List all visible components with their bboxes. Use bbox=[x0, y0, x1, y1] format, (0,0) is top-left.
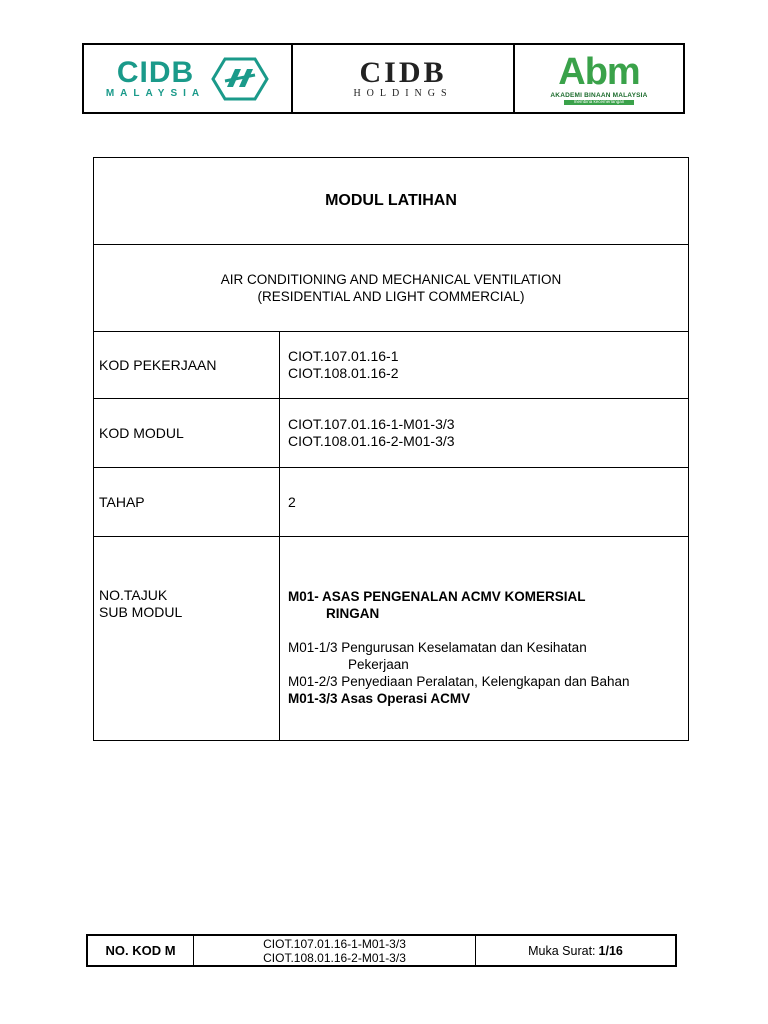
cidb-holdings-wordmark: CIDB bbox=[359, 56, 447, 89]
subtitle-line-2: (RESIDENTIAL AND LIGHT COMMERCIAL) bbox=[257, 289, 525, 304]
tajuk-row bbox=[94, 536, 688, 740]
tajuk-value bbox=[280, 537, 688, 740]
sub-module-3: M01-3/3 Asas Operasi ACMV bbox=[288, 691, 471, 706]
tahap-row bbox=[94, 467, 688, 536]
footer-codes: CIOT.107.01.16-1-M01-3/3 CIOT.108.01.16-2-M01-3/3 bbox=[193, 936, 475, 965]
kod-pekerjaan-label: KOD PEKERJAAN bbox=[94, 332, 280, 398]
cidb-holdings-logo-cell bbox=[291, 45, 513, 112]
title-row bbox=[94, 158, 688, 244]
abm-logo bbox=[550, 50, 648, 105]
abm-tagline: membina kecemerlangan bbox=[564, 100, 635, 105]
tahap-value: 2 bbox=[288, 493, 296, 510]
tajuk-label: NO.TAJUK SUB MODUL bbox=[94, 537, 280, 740]
kod-modul-value: CIOT.107.01.16-1-M01-3/3 CIOT.108.01.16-2-M01-3/3 bbox=[288, 416, 455, 449]
module-heading-cont: RINGAN bbox=[326, 606, 380, 621]
sub-module-1-cont: Pekerjaan bbox=[348, 657, 409, 672]
page-number: Muka Surat: 1/16 bbox=[475, 936, 675, 965]
kod-modul-label: KOD MODUL bbox=[94, 399, 280, 467]
tahap-label: TAHAP bbox=[94, 468, 280, 536]
page-title: MODUL LATIHAN bbox=[325, 192, 457, 209]
logo-header bbox=[82, 43, 685, 114]
footer-table bbox=[86, 934, 677, 967]
cidb-malaysia-wordmark: CIDB bbox=[116, 56, 195, 89]
cidb-malaysia-subtext: MALAYSIA bbox=[105, 88, 206, 99]
kod-pekerjaan-value: CIOT.107.01.16-1 CIOT.108.01.16-2 bbox=[288, 348, 399, 381]
abm-logo-cell bbox=[513, 45, 683, 112]
cidb-emblem-icon bbox=[211, 57, 269, 101]
module-info-table bbox=[93, 157, 689, 741]
cidb-malaysia-logo bbox=[106, 57, 269, 101]
subtitle-line-1: AIR CONDITIONING AND MECHANICAL VENTILATION bbox=[220, 272, 562, 287]
kod-modul-row bbox=[94, 398, 688, 467]
footer-label: NO. KOD M bbox=[105, 943, 176, 958]
sub-module-1: M01-1/3 Pengurusan Keselamatan dan Kesihatan bbox=[288, 640, 587, 655]
sub-module-2: M01-2/3 Penyediaan Peralatan, Kelengkapan dan Bahan bbox=[288, 674, 630, 689]
abm-subtext: AKADEMI BINAAN MALAYSIA bbox=[550, 91, 648, 99]
subtitle-row bbox=[94, 244, 688, 331]
abm-wordmark: Abm bbox=[558, 50, 640, 93]
kod-pekerjaan-row bbox=[94, 331, 688, 398]
cidb-holdings-subtext: HOLDINGS bbox=[353, 88, 453, 99]
module-heading: M01- ASAS PENGENALAN ACMV KOMERSIAL bbox=[288, 589, 586, 604]
cidb-holdings-logo bbox=[353, 58, 452, 99]
cidb-malaysia-logo-cell bbox=[84, 45, 291, 112]
